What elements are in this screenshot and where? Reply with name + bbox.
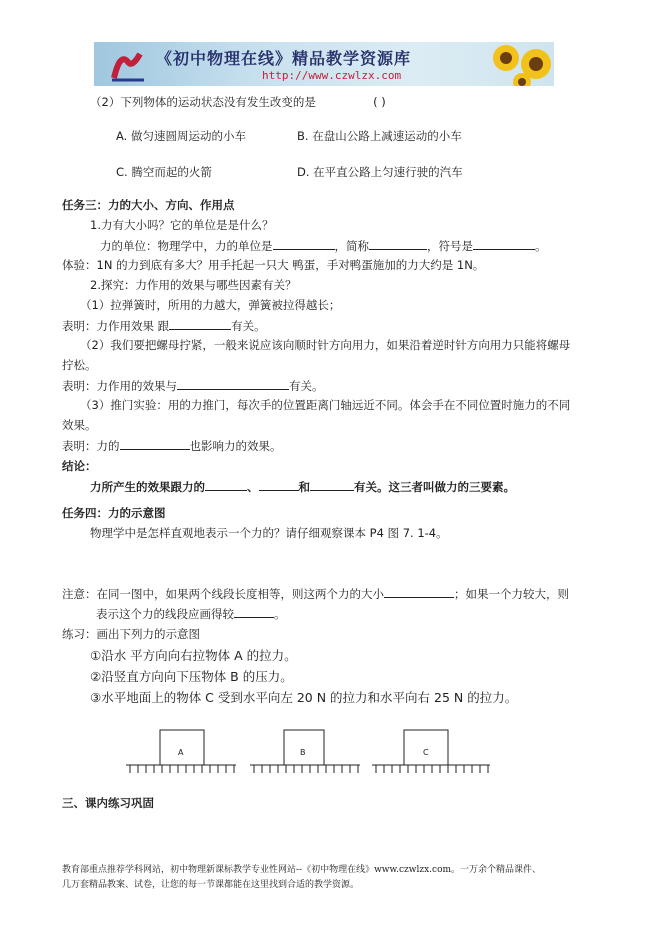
experiment-2-line-1: （2）我们要把螺母拧紧，一般来说应该向顺时针方向用力，如果沿着逆时针方向用力只能将螺母 (80, 338, 571, 352)
header-banner (94, 42, 554, 86)
answer-blank[interactable] (234, 605, 274, 618)
experiment-3-line-1: （3）推门实验：用的力推门，每次手的位置距离门轴远近不同。体会手在不同位置时施力的不同 (80, 398, 571, 412)
answer-blank[interactable] (169, 317, 231, 330)
note-line-2: 表示这个力的线段应画得较 。 (96, 607, 286, 621)
experience-line: 体验：1N 的力到底有多大？用手托起一只大 鸭蛋，手对鸭蛋施加的力大约是 1N。 (62, 258, 485, 272)
answer-blank[interactable] (205, 478, 247, 491)
conclusion-statement: 力所产生的效果跟力的 、 和 有关。这三者叫做力的三要素。 (90, 480, 515, 494)
question-2-stem: （2）下列物体的运动状态没有发生改变的是 ( ) (90, 95, 386, 109)
answer-blank[interactable] (177, 377, 289, 390)
ground-hatching (130, 765, 488, 773)
banner-url: http://www.czwlzx.com (262, 69, 402, 82)
answer-blank[interactable] (473, 237, 535, 250)
task4-intro: 物理学中是怎样直观地表示一个力的？请仔细观察课本 P4 图 7. 1-4。 (90, 526, 448, 540)
practice-item-1: ①沿水 平方向向右拉物体 A 的拉力。 (90, 648, 297, 663)
task3-question-1: 1.力有大小吗？它的单位是是什么？ (90, 218, 274, 232)
note-line-1: 注意：在同一图中，如果两个线段长度相等，则这两个力的大小 ；如果一个力较大，则 (62, 587, 569, 601)
task4-title: 任务四：力的示意图 (62, 506, 166, 520)
block-a-label: A (178, 748, 184, 757)
footer-line-1: 教育部重点推荐学科网站，初中物理新课标教学专业性网站--《初中物理在线》www.czwlzx.com。一万余个精品课件、 (62, 865, 542, 875)
conclusion-label: 结论： (62, 459, 97, 473)
answer-blank[interactable] (273, 237, 335, 250)
conclusion-3: 表明：力的 也影响力的效果。 (62, 439, 282, 453)
option-a: A. 做匀速圆周运动的小车 (116, 129, 246, 143)
block-c-label: C (423, 748, 429, 757)
practice-label: 练习：画出下列力的示意图 (62, 627, 200, 641)
experiment-3-line-2: 效果。 (62, 418, 97, 432)
section-3-title: 三、课内练习巩固 (62, 796, 154, 810)
option-c: C. 腾空而起的火箭 (116, 165, 212, 179)
answer-blank[interactable] (384, 585, 454, 598)
experiment-2-line-2: 拧松。 (62, 358, 97, 372)
block-b-label: B (300, 748, 306, 757)
answer-blank[interactable] (310, 478, 354, 491)
option-d: D. 在平直公路上匀速行驶的汽车 (297, 165, 463, 179)
footer-line-2: 几万套精品教案、试卷，让您的每一节课都能在这里找到合适的教学资源。 (62, 880, 360, 890)
answer-blank[interactable] (120, 437, 190, 450)
answer-bracket: ( ) (373, 95, 386, 109)
answer-blank[interactable] (259, 478, 299, 491)
site-logo-icon (110, 48, 146, 82)
conclusion-1: 表明：力作用效果 跟 有关。 (62, 319, 266, 333)
task3-title: 任务三：力的大小、方向、作用点 (62, 198, 235, 212)
sunflower-icon (486, 42, 554, 86)
practice-item-3: ③水平地面上的物体 C 受到水平向左 20 N 的拉力和水平向右 25 N 的拉力。 (90, 690, 518, 705)
conclusion-2: 表明：力作用的效果与 有关。 (62, 379, 324, 393)
task3-question-2: 2.探究：力作用的效果与哪些因素有关？ (90, 278, 297, 292)
option-b: B. 在盘山公路上减速运动的小车 (297, 129, 462, 143)
practice-item-2: ②沿竖直方向向下压物体 B 的压力。 (90, 669, 293, 684)
unit-line: 力的单位：物理学中，力的单位是 ，简称 ，符号是 。 (100, 239, 547, 253)
experiment-1: （1）拉弹簧时，所用的力越大，弹簧被拉得越长； (80, 298, 341, 312)
answer-blank[interactable] (369, 237, 427, 250)
banner-title: 《初中物理在线》精品教学资源库 (156, 49, 412, 68)
